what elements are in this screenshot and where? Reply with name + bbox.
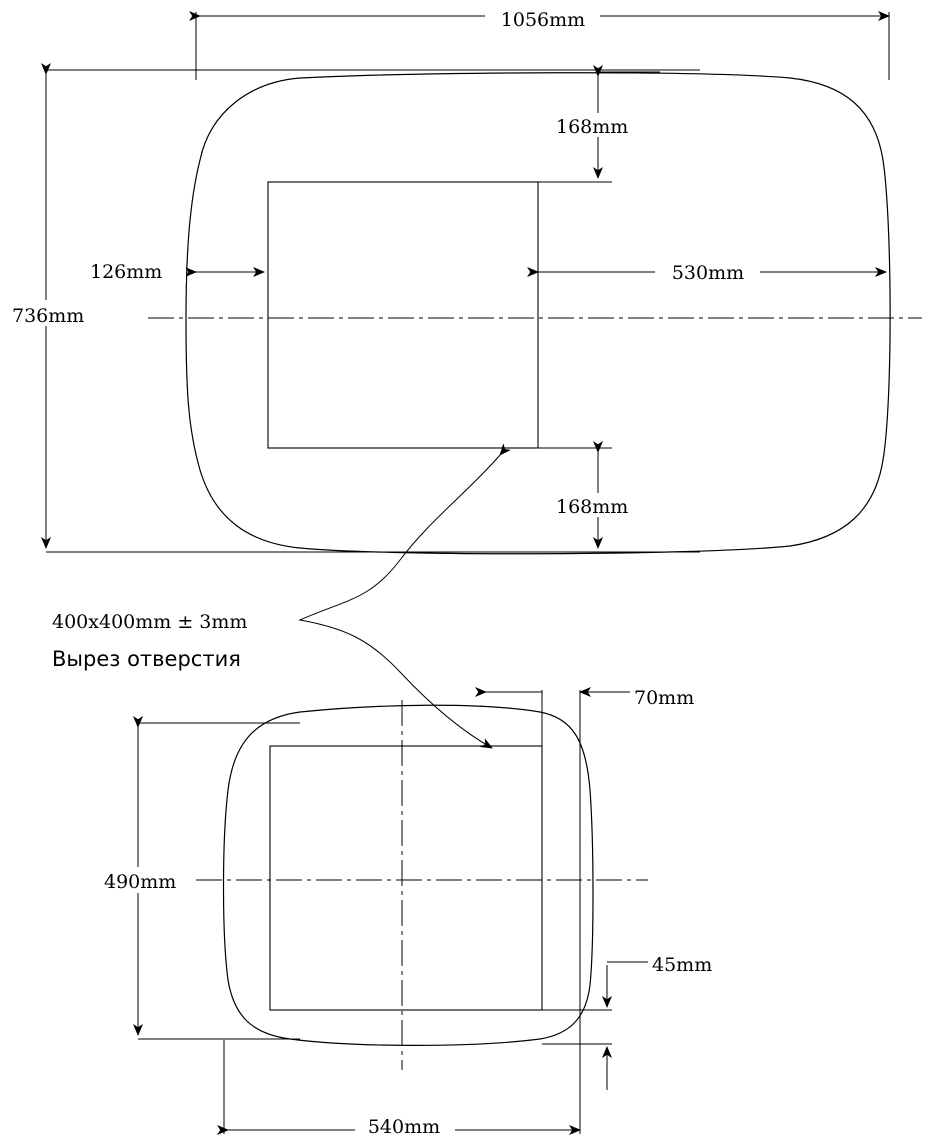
dimension-offset-left	[86, 258, 186, 283]
bottom-view-inner-rect	[270, 746, 542, 1010]
callout-leader	[300, 455, 500, 748]
dimension-bottom-offset-bottom	[648, 952, 724, 976]
svg-text:540mm: 540mm	[367, 1116, 441, 1138]
svg-text:45mm: 45mm	[652, 954, 713, 976]
svg-text:530mm: 530mm	[671, 262, 745, 284]
svg-text:1056mm: 1056mm	[500, 9, 586, 31]
dimension-overall-height	[8, 300, 88, 327]
svg-text:168mm: 168mm	[556, 116, 629, 138]
svg-text:736mm: 736mm	[12, 305, 85, 327]
callout-title-text: Вырез отверстия	[52, 647, 241, 671]
dimension-overall-width	[485, 5, 600, 31]
dimension-bottom-width	[355, 1112, 455, 1138]
svg-text:70mm: 70mm	[634, 687, 695, 709]
dimension-offset-top	[552, 113, 644, 138]
bottom-view-outline	[224, 705, 594, 1045]
dimension-offset-right	[655, 259, 760, 284]
dimension-bottom-offset-right	[630, 684, 710, 709]
callout-tolerance-text: 400x400mm ± 3mm	[52, 611, 248, 633]
svg-text:168mm: 168mm	[556, 496, 629, 518]
dimension-bottom-height	[100, 867, 196, 893]
svg-text:126mm: 126mm	[90, 261, 163, 283]
dimension-offset-bottom	[552, 493, 644, 518]
svg-text:490mm: 490mm	[104, 871, 177, 893]
top-view-cutout-square	[268, 182, 538, 448]
